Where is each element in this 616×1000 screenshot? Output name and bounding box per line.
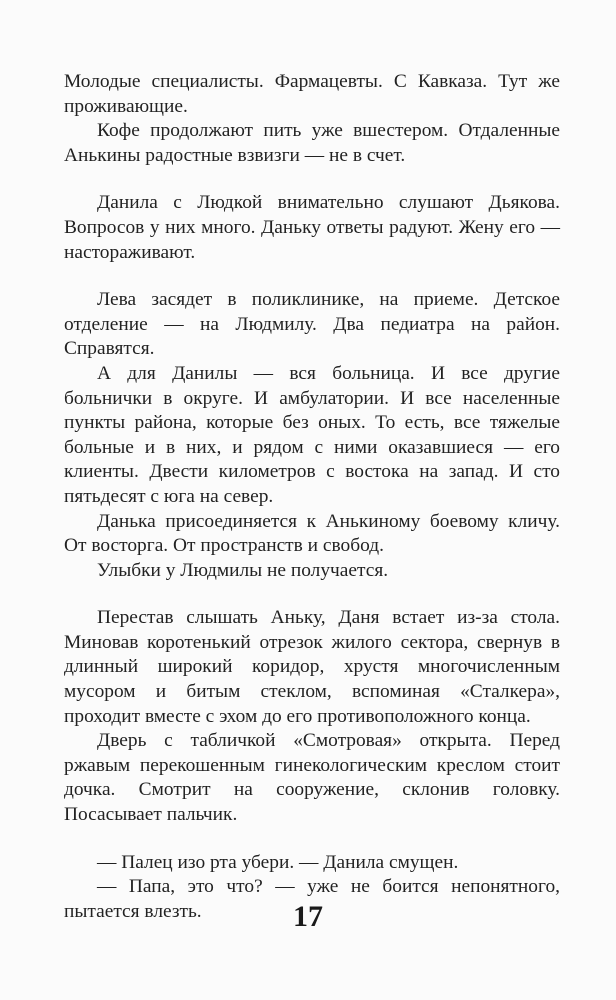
paragraph: Данька присоединяется к Анькиному боевому кличу. От восторга. От пространств и свобод. [64, 510, 560, 557]
section-gap [64, 265, 560, 288]
paragraph: Улыбки у Людмилы не получается. [97, 559, 389, 581]
paragraph: Молодые специалисты. Фармацевты. С Кавказа. Тут же проживающие. [64, 71, 560, 117]
paragraph: Лева засядет в поликлинике, на приеме. Детское отделение — на Людмилу. Два педиатра на район. Справятся. [64, 289, 560, 360]
paragraph: А для Данилы — вся больница. И все другие больнички в округе. И амбулатории. И все населенные пункты района, которые без оных. То есть, все тяжелые больные и в них, и рядом с ними оказавшиеся — его клиенты. Двести километров с востока на запад. И сто пятьдесят с юга на север. [64, 362, 560, 507]
paragraph: — Палец изо рта убери. — Данила смущен. [97, 851, 459, 873]
paragraph: — Папа, это что? — уже не боится непонятного, пытается влезть. [64, 876, 560, 922]
page-number: 17 [293, 900, 323, 933]
paragraph: Дверь с табличкой «Смотровая» открыта. Перед ржавым перекошенным гинекологическим креслом стоит дочка. Смотрит на сооружение, склонив головку. Посасывает пальчик. [64, 730, 560, 826]
section-gap [64, 168, 560, 191]
section-gap [64, 583, 560, 606]
body-text [64, 70, 560, 924]
paragraph: Кофе продолжают пить уже вшестером. Отдаленные Анькины радостные взвизги — не в счет. [64, 120, 560, 166]
paragraph: Перестав слышать Аньку, Даня встает из-за стола. Миновав коротенький отрезок жилого сектора, свернув в длинный широкий коридор, хрустя многочисленным мусором и битым стеклом, вспоминая «Сталкера», проходит вместе с эхом до его противоположного конца. [64, 607, 560, 727]
paragraph: Данила с Людкой внимательно слушают Дьякова. Вопросов у них много. Даньку ответы радуют. Жену его — настораживают. [64, 192, 560, 263]
section-gap [64, 828, 560, 851]
